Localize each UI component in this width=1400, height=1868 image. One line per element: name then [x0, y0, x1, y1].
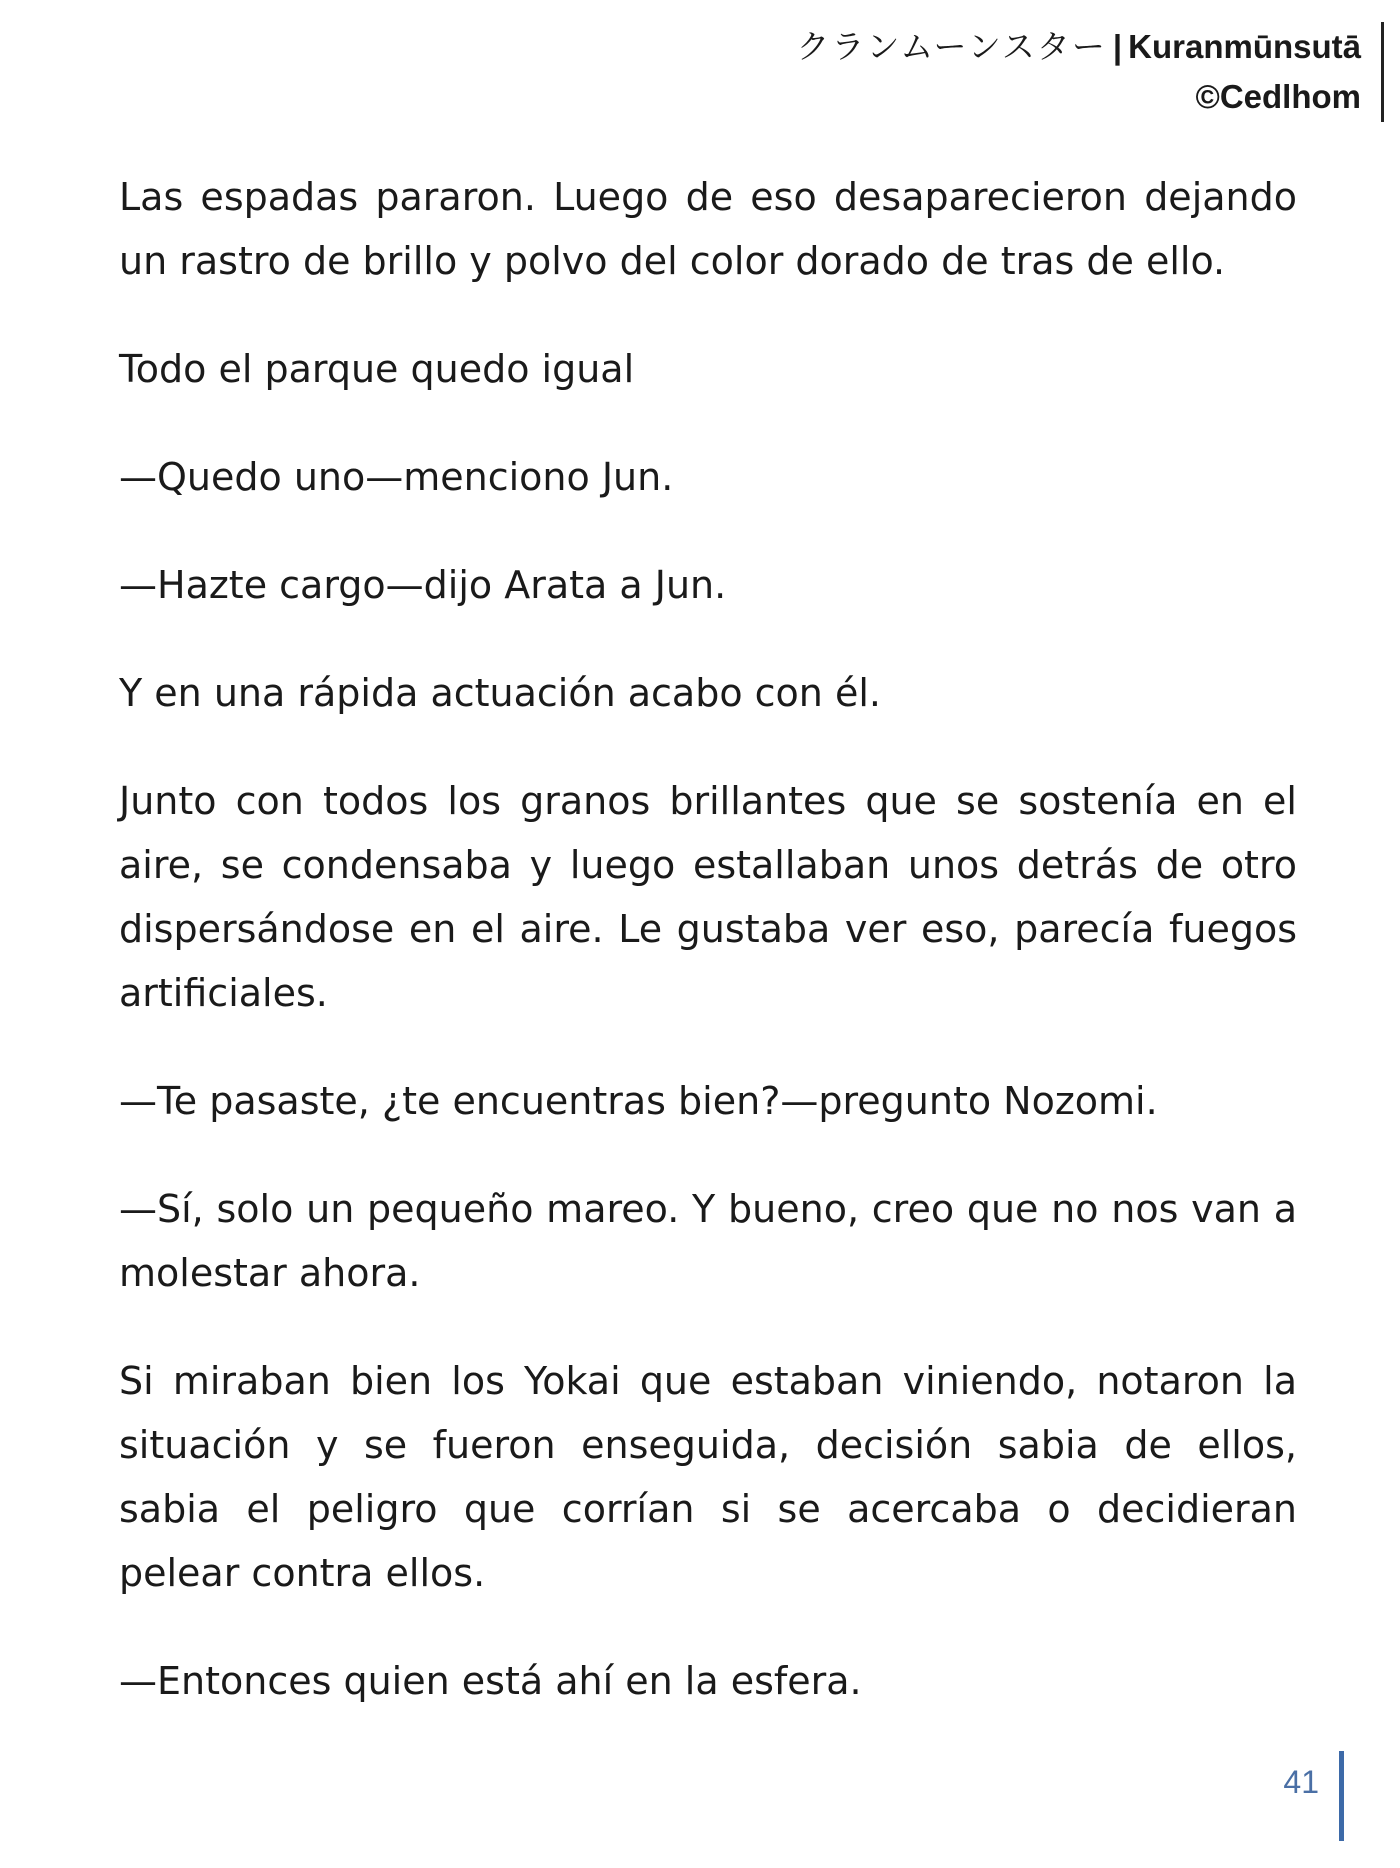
- page-body: [119, 165, 1297, 1757]
- paragraph: Las espadas pararon. Luego de eso desaparecieron dejando un rastro de brillo y polvo del color dorado de tras de ello.: [119, 175, 1297, 283]
- paragraph: —Hazte cargo—dijo Arata a Jun.: [119, 563, 727, 607]
- header-separator: |: [1112, 28, 1123, 65]
- paragraph: Si miraban bien los Yokai que estaban viniendo, notaron la situación y se fueron enseguida, decisión sabia de ellos, sabia el peligro que corrían si se acercaba o decidieran pelear contra ellos.: [119, 1359, 1297, 1595]
- header-title-line: [797, 22, 1361, 72]
- page-header: [797, 22, 1384, 122]
- page-number: 41: [1283, 1751, 1344, 1841]
- paragraph: —Te pasaste, ¿te encuentras bien?—pregunto Nozomi.: [119, 1079, 1158, 1123]
- romaji-title: Kuranmūnsutā: [1128, 28, 1361, 65]
- copyright-notice: ©Cedlhom: [1195, 78, 1361, 115]
- paragraph: Todo el parque quedo igual: [119, 347, 635, 391]
- japanese-title: クランムーンスター: [796, 28, 1107, 65]
- paragraph: —Sí, solo un pequeño mareo. Y bueno, creo que no nos van a molestar ahora.: [119, 1187, 1297, 1295]
- paragraph: —Entonces quien está ahí en la esfera.: [119, 1659, 862, 1703]
- paragraph: Y en una rápida actuación acabo con él.: [119, 671, 881, 715]
- paragraph: —Quedo uno—menciono Jun.: [119, 455, 674, 499]
- paragraph: Junto con todos los granos brillantes que se sostenía en el aire, se condensaba y luego estallaban unos detrás de otro dispersándose en el aire. Le gustaba ver eso, parecía fuegos artificiales.: [119, 779, 1297, 1015]
